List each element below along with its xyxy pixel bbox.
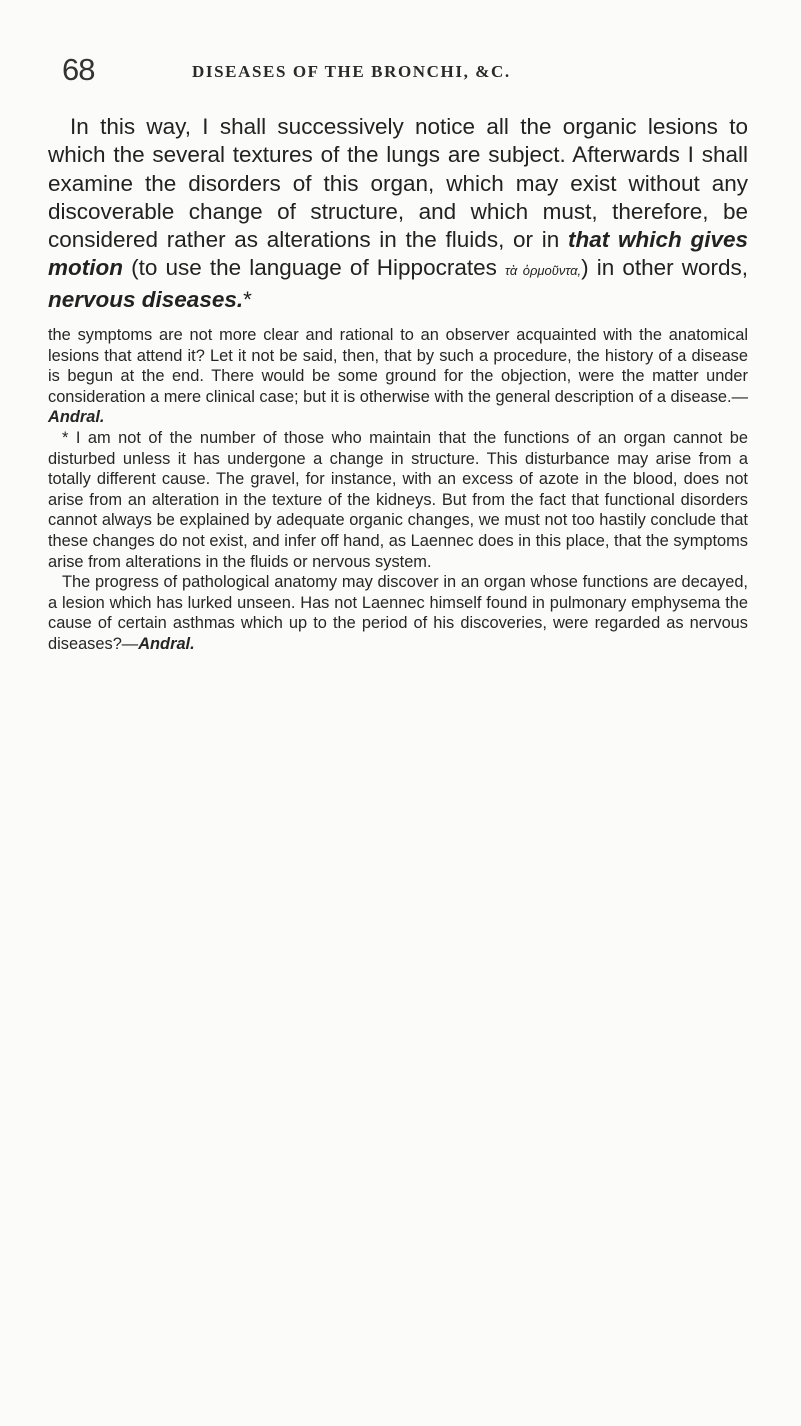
running-head [62,52,742,92]
running-title: DISEASES OF THE BRONCHI, &C. [192,62,511,81]
footnote [48,572,748,654]
footnote-text: * I am not of the number of those who maintain that the functions of an organ cannot be disturbed unless it has undergone a change in structure. This disturbance may arise from a totally different cause. The gravel, for instance, with an excess of azote in the blood, does not arise from an alteration in the texture of the kidneys. But from the fact that functional disorders cannot always be explained by adequate organic changes, we must not too hastily conclude that these changes do not exist, and infer off hand, as Laennec does in this place, that the symptoms arise from alterations in the fluids or nervous system. [48,428,748,571]
footnote-mark: * [243,286,252,312]
text-segment: (to use the language of Hippocrates [122,255,505,281]
footnote-text: The progress of pathological anatomy may discover in an organ whose functions are decayed, a lesion which has lurked unseen. Has not Laennec himself found in pulmonary emphysema the cause of certain asthmas which up to the period of his discoveries, were regarded as nervous diseases?— [48,573,748,653]
footnote-continued [48,325,748,428]
emphasis-text: that which gives motion [48,227,748,281]
footnote-text: the symptoms are not more clear and rational to an observer acquainted with the anatomical lesions that attend it? Let it not be said, then, that by such a procedure, the history of a disease is begun at the end. There would be some ground for the objection, were the matter under consideration a mere clinical case; but it is otherwise with the general description of a disease.— [48,326,748,406]
footnote [48,428,748,572]
emphasis-text: nervous diseases. [48,286,244,312]
paragraph [48,113,748,314]
text-segment: In this way, I shall successively notice all the organic lesions to which the several textures of the lungs are subject. Afterwards I shall examine the disorders of this organ, which may exist without any discoverable change of structure, and which must, therefore, be considered rather as alterations in the fluids, or in [48,114,748,253]
footnote-signature: Andral. [48,408,105,427]
text-segment: ) in other words, [581,255,748,281]
main-paragraph [48,113,748,314]
footnotes [48,325,748,655]
page-number: 68 [62,52,95,87]
footnote-signature: Andral. [138,634,195,653]
greek-text: τὰ ὁρμοῦντα, [504,263,582,279]
